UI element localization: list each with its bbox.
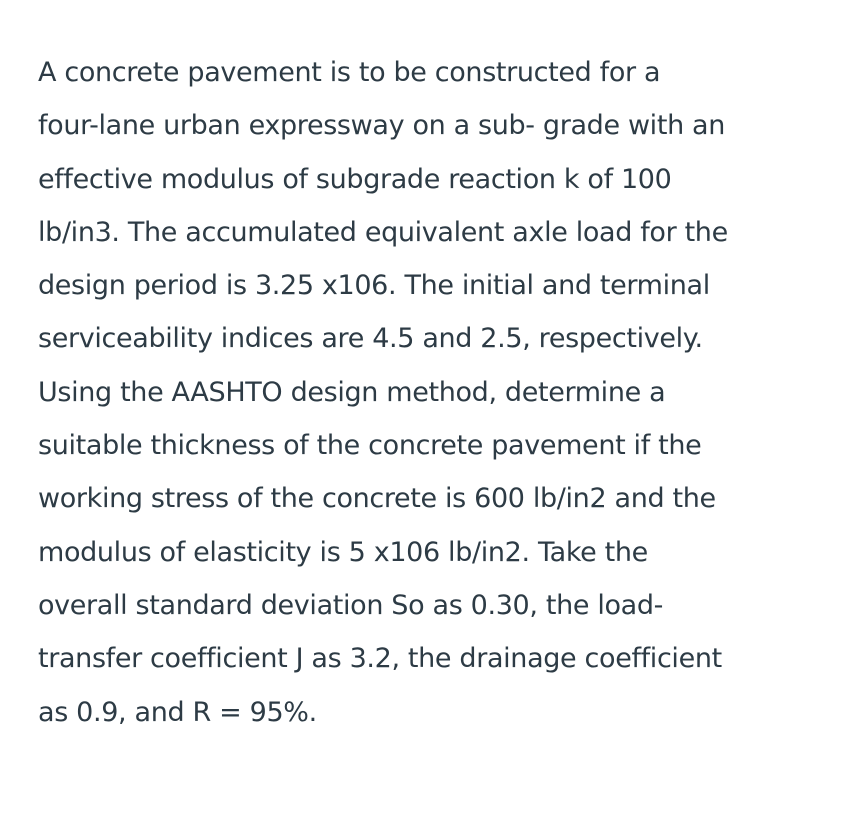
question-line: A concrete pavement is to be constructed for a	[38, 57, 661, 88]
question-line: lb/in3. The accumulated equivalent axle load for the	[38, 216, 728, 248]
question-line: transfer coefficient J as 3.2, the drainage coefficient	[38, 643, 722, 675]
question-line: as 0.9, and R = 95%.	[38, 696, 317, 728]
question-text	[38, 46, 853, 739]
question-line: suitable thickness of the concrete pavement if the	[38, 430, 702, 462]
question-line: effective modulus of subgrade reaction k of 100	[38, 163, 672, 195]
question-line: modulus of elasticity is 5 x106 lb/in2. Take the	[38, 536, 648, 568]
question-line: serviceability indices are 4.5 and 2.5, respectively.	[38, 323, 703, 355]
question-line: design period is 3.25 x106. The initial and terminal	[38, 270, 710, 302]
question-line: overall standard deviation So as 0.30, the load-	[38, 589, 664, 621]
question-line: working stress of the concrete is 600 lb/in2 and the	[38, 483, 716, 515]
question-line: Using the AASHTO design method, determine a	[38, 376, 666, 408]
question-line: four-lane urban expressway on a sub- grade with an	[38, 110, 726, 142]
